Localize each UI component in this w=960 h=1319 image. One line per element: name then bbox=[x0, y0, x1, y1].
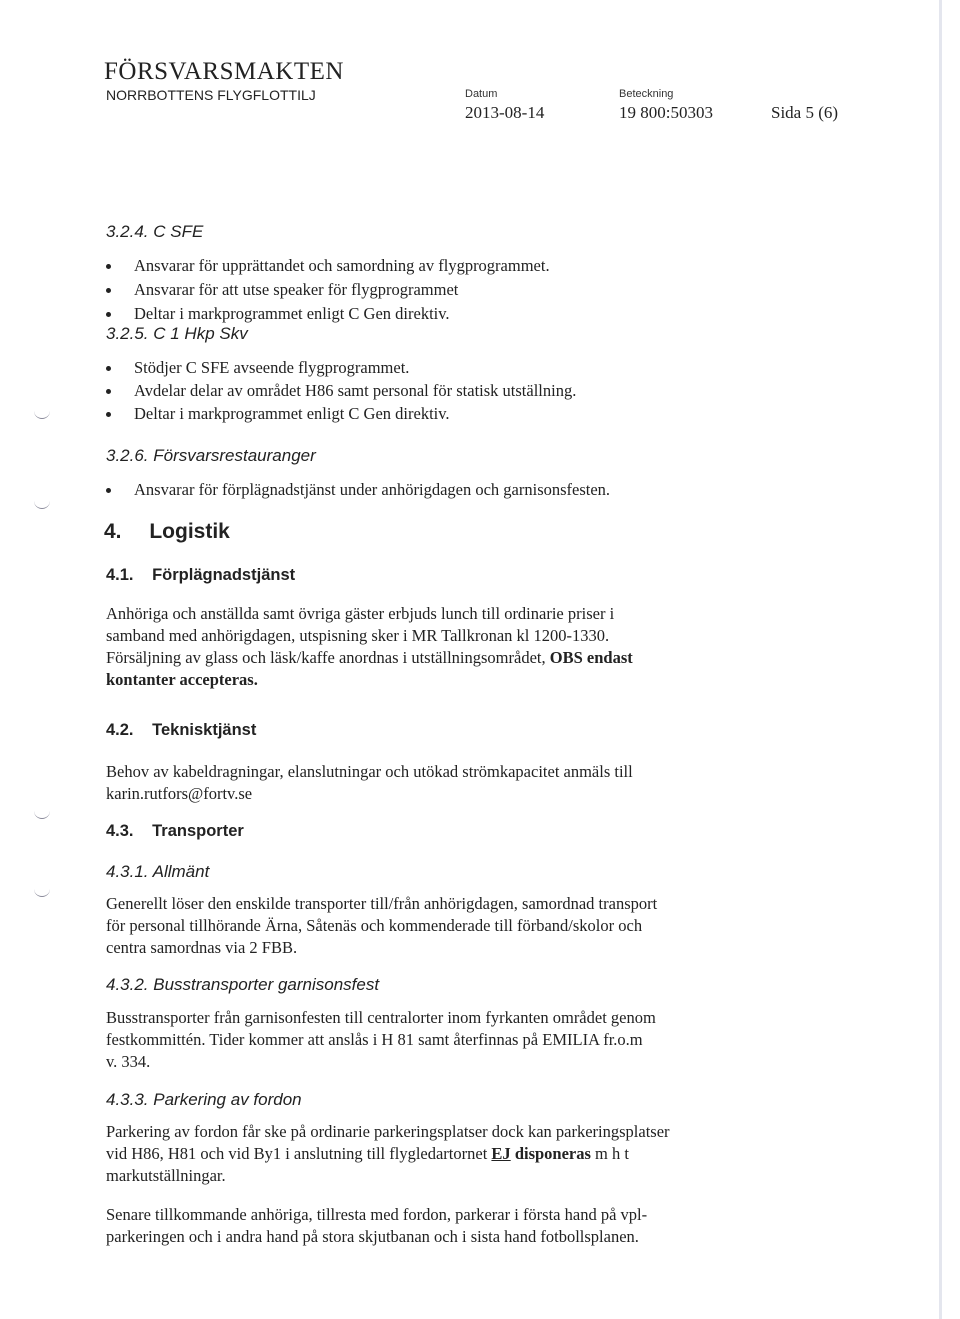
text-line: centra samordnas via 2 FBB. bbox=[106, 938, 298, 957]
text-line: samband med anhörigdagen, utspisning sker i MR Tallkronan kl 1200-1330. bbox=[106, 626, 610, 645]
paragraph-4-1 bbox=[106, 603, 766, 691]
paragraph-4-3-1 bbox=[106, 893, 766, 959]
list-item: Avdelar delar av området H86 samt personal för statisk utställning. bbox=[134, 381, 576, 401]
paragraph-4-3-3-second bbox=[106, 1204, 766, 1248]
section-heading-4-3-1: 4.3.1. Allmänt bbox=[106, 862, 210, 881]
scan-edge bbox=[939, 0, 942, 1319]
list-item: Ansvarar för upprättandet och samordning av flygprogrammet. bbox=[134, 256, 550, 276]
list-item: Deltar i markprogrammet enligt C Gen direktiv. bbox=[134, 304, 450, 324]
text-line: vid H86, H81 och vid By1 i anslutning till flygledartornet EJ disponeras m h t bbox=[106, 1144, 629, 1163]
scan-mark bbox=[34, 810, 50, 819]
page-number: Sida 5 (6) bbox=[771, 103, 839, 122]
text-line: Parkering av fordon får ske på ordinarie parkeringsplatser dock kan parkeringsplatser bbox=[106, 1122, 670, 1141]
section-heading-4-3-2: 4.3.2. Busstransporter garnisonsfest bbox=[106, 975, 380, 994]
section-heading-3-2-5: 3.2.5. C 1 Hkp Skv bbox=[106, 324, 248, 343]
date-label: Datum bbox=[465, 88, 498, 100]
section-heading-4-1: 4.1. Förplägnadstjänst bbox=[106, 566, 296, 584]
text-line: markutställningar. bbox=[106, 1166, 226, 1185]
bold-notice: disponeras bbox=[510, 1144, 591, 1163]
bullet-icon bbox=[106, 366, 111, 371]
underlined-notice: EJ bbox=[491, 1144, 511, 1163]
list-item: Deltar i markprogrammet enligt C Gen direktiv. bbox=[134, 404, 450, 424]
text-line: parkeringen och i andra hand på stora skjutbanan och i sista hand fotbollsplanen. bbox=[106, 1227, 639, 1246]
bullet-icon bbox=[106, 264, 111, 269]
text-line: v. 334. bbox=[106, 1052, 151, 1071]
section-heading-3-2-6: 3.2.6. Försvarsrestauranger bbox=[106, 446, 316, 465]
scan-mark bbox=[34, 500, 50, 509]
bullet-icon bbox=[106, 389, 111, 394]
text-line: Anhöriga och anställda samt övriga gäster erbjuds lunch till ordinarie priser i bbox=[106, 604, 615, 623]
date-value: 2013-08-14 bbox=[465, 103, 545, 122]
bullet-icon bbox=[106, 312, 111, 317]
list-item: Ansvarar för att utse speaker för flygprogrammet bbox=[134, 280, 458, 300]
section-heading-4-3-3: 4.3.3. Parkering av fordon bbox=[106, 1090, 302, 1109]
paragraph-4-2 bbox=[106, 761, 766, 805]
section-heading-3-2-4: 3.2.4. C SFE bbox=[106, 222, 204, 241]
reference-value: 19 800:50303 bbox=[619, 103, 713, 122]
text-line: Senare tillkommande anhöriga, tillresta med fordon, parkerar i första hand på vpl- bbox=[106, 1205, 648, 1224]
scan-mark bbox=[34, 888, 50, 897]
text-line: för personal tillhörande Ärna, Såtenäs och kommenderade till förband/skolor och bbox=[106, 916, 643, 935]
unit-name: NORRBOTTENS FLYGFLOTTILJ bbox=[106, 87, 316, 103]
bullet-icon bbox=[106, 488, 111, 493]
paragraph-4-3-2 bbox=[106, 1007, 766, 1073]
bold-notice: kontanter accepteras. bbox=[106, 670, 258, 689]
chapter-heading-4: 4. Logistik bbox=[104, 520, 230, 543]
email-link[interactable]: karin.rutfors@fortv.se bbox=[106, 784, 253, 803]
paragraph-4-3-3 bbox=[106, 1121, 766, 1187]
bold-notice: OBS endast bbox=[549, 648, 633, 667]
text-line: Försäljning av glass och läsk/kaffe anordnas i utställningsområdet, OBS endast bbox=[106, 648, 633, 667]
text-line bbox=[106, 669, 766, 691]
text-line: Behov av kabeldragningar, elanslutningar och utökad strömkapacitet anmäls till bbox=[106, 762, 633, 781]
text-line: festkommittén. Tider kommer att anslås i H 81 samt återfinnas på EMILIA fr.o.m bbox=[106, 1030, 643, 1049]
scan-mark bbox=[34, 410, 50, 419]
text-line: Busstransporter från garnisonfesten till centralorter inom fyrkanten området genom bbox=[106, 1008, 656, 1027]
list-item: Stödjer C SFE avseende flygprogrammet. bbox=[134, 358, 409, 378]
org-name: FÖRSVARSMAKTEN bbox=[104, 58, 344, 85]
section-heading-4-3: 4.3. Transporter bbox=[106, 822, 244, 840]
bullet-icon bbox=[106, 288, 111, 293]
bullet-icon bbox=[106, 412, 111, 417]
section-heading-4-2: 4.2. Teknisktjänst bbox=[106, 721, 257, 739]
reference-label: Beteckning bbox=[619, 88, 674, 100]
list-item: Ansvarar för förplägnadstjänst under anhörigdagen och garnisonsfesten. bbox=[134, 480, 610, 500]
text-line: Generellt löser den enskilde transporter till/från anhörigdagen, samordnad transport bbox=[106, 894, 658, 913]
